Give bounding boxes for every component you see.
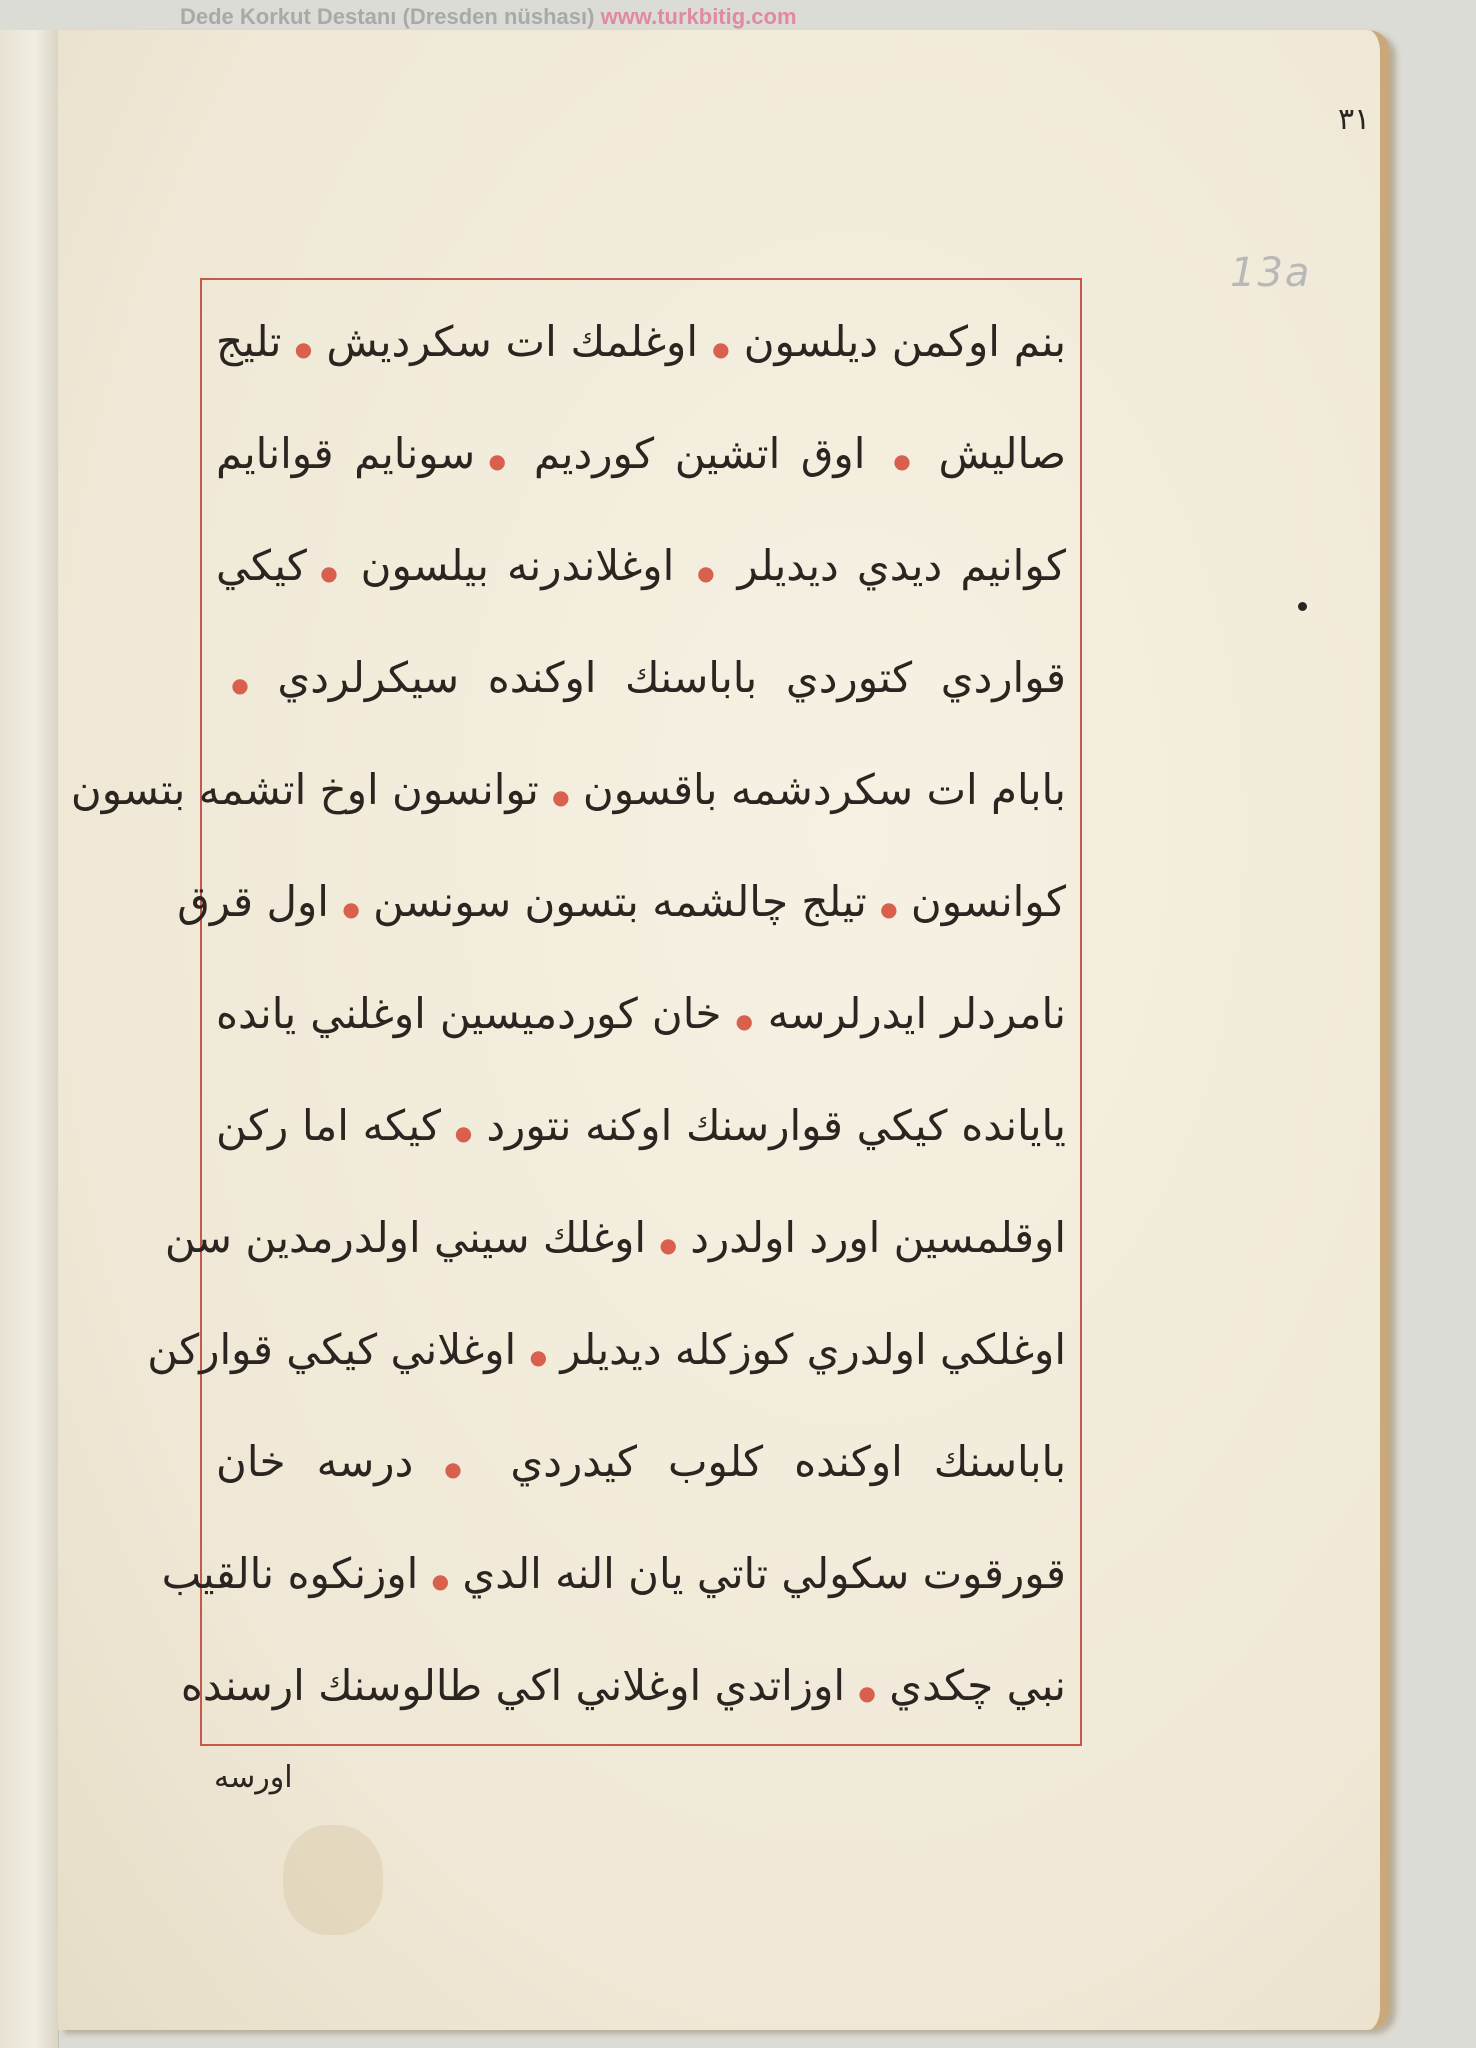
manuscript-line-11: باباسنك اوكنده كلوب كيدردي ● درسه خان — [216, 1437, 1067, 1486]
ink-speck — [1298, 602, 1307, 611]
rubric-dot: ● — [488, 449, 514, 473]
facing-page-edge — [0, 30, 59, 2048]
manuscript-line-1: بنم اوكمن ديلسون ● اوغلمك ات سكرديش ● تليج — [216, 317, 1067, 366]
manuscript-line-13: نبي چكدي ● اوزاتدي اوغلاني اكي طالوسنك ارسنده — [180, 1661, 1066, 1710]
rubric-dot: ● — [294, 337, 313, 361]
watermark-book-title: Dede Korkut Destanı (Dresden nüshası) — [180, 4, 595, 29]
rubric-dot: ● — [858, 1681, 876, 1705]
manuscript-line-9: اوقلمسين اورد اولدرد ● اوغلك سيني اولدرمدين سن — [164, 1213, 1066, 1262]
folio-number: ٣١ — [1338, 102, 1371, 137]
rubric-dot: ● — [431, 1569, 450, 1593]
rubric-dot: ● — [692, 561, 720, 585]
manuscript-line-4: قواردي كتوردي باباسنك اوكنده سيكرلردي ● — [216, 653, 1067, 702]
rubric-dot: ● — [529, 1345, 548, 1369]
rubric-dot: ● — [426, 1457, 480, 1481]
pencil-folio-note: 13a — [1230, 250, 1312, 296]
watermark-title — [180, 4, 797, 30]
rubric-dot: ● — [454, 1121, 473, 1145]
text-block-frame — [70, 278, 1082, 1746]
manuscript-line-7: نامردلر ايدرلرسه ● خان كوردميسين اوغلني يانده — [216, 989, 1066, 1038]
watermark-url[interactable]: www.turkbitig.com — [600, 4, 797, 29]
rubric-dot: ● — [711, 337, 730, 361]
manuscript-line-5: بابام ات سكردشمه باقسون ● توانسون اوخ اتشمه بتسون — [70, 765, 1066, 814]
manuscript-line-2: صاليش ● اوق اتشين كورديم ● سونايم قوانايم — [216, 429, 1067, 478]
rubric-dot: ● — [885, 449, 918, 473]
manuscript-line-3: كوانيم ديدي ديديلر ● اوغلاندرنه بيلسون ● كيكي — [216, 541, 1067, 590]
rubric-dot: ● — [552, 785, 570, 809]
rubric-dot: ● — [659, 1233, 677, 1257]
manuscript-line-12: قورقوت سكولي تاتي يان النه الدي ● اوزنكوه نالقيب — [161, 1549, 1066, 1598]
paper-stain — [283, 1825, 383, 1935]
manuscript-line-8: يايانده كيكي قوارسنك اوكنه نتورد ● كيكه اما ركن — [216, 1101, 1066, 1150]
rubric-dot: ● — [216, 673, 249, 697]
manuscript-line-6: كوانسون ● تيلج چالشمه بتسون سونسن ● اول قرق — [177, 877, 1066, 926]
rubric-dot: ● — [342, 897, 360, 921]
rubric-dot: ● — [320, 561, 343, 585]
rubric-dot: ● — [880, 897, 898, 921]
rubric-dot: ● — [734, 1009, 754, 1033]
catchword: اورسه — [214, 1760, 293, 1795]
manuscript-line-10: اوغلكي اولدري كوزكله ديديلر ● اوغلاني كيكي قواركن — [147, 1325, 1066, 1374]
